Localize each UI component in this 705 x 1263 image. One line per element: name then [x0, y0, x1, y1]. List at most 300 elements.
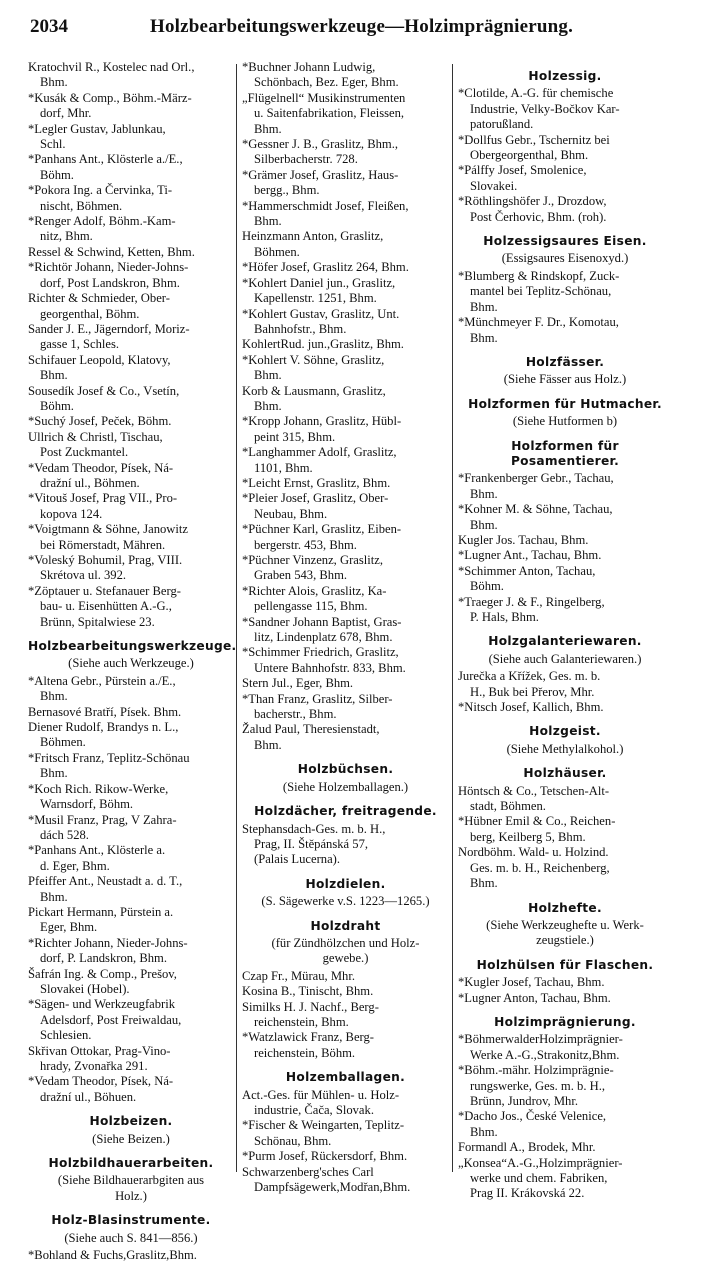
- entry-line: *Langhammer Adolf, Graslitz,: [242, 445, 397, 460]
- entry-continuation: Böhm.: [40, 167, 74, 182]
- section-heading: [242, 919, 449, 934]
- entry-continuation: Kapellenstr. 1251, Bhm.: [254, 291, 377, 306]
- entry-line: Žalud Paul, Theresienstadt,: [242, 722, 380, 737]
- column-right: [458, 60, 672, 1202]
- entry-continuation: Silberbacherstr. 728.: [254, 152, 358, 167]
- directory-entry: [28, 1248, 234, 1263]
- entry-continuation: Bhm.: [470, 517, 498, 532]
- entry-continuation: Werke A.-G.,Strakonitz,Bhm.: [470, 1047, 620, 1062]
- section-heading: [458, 958, 672, 973]
- directory-entry: [242, 522, 449, 553]
- entry-continuation: Slovakei (Hobel).: [40, 981, 130, 996]
- entry-line: *Watzlawick Franz, Berg-: [242, 1030, 374, 1045]
- directory-entry: [242, 353, 449, 384]
- entry-line: (Siehe Methylalkohol.): [506, 741, 624, 756]
- entry-continuation: Slovakei.: [470, 178, 518, 193]
- entry-line: *Böhm.-mähr. Holzimprägnie-: [458, 1063, 614, 1078]
- entry-line: Stern Jul., Eger, Bhm.: [242, 676, 354, 691]
- directory-entry: [28, 584, 234, 630]
- entry-line: (Siehe auch S. 841—856.): [64, 1230, 198, 1245]
- directory-entry: [28, 291, 234, 322]
- entry-line: Holzgeist.: [529, 724, 601, 739]
- entry-line: Sander J. E., Jägerndorf, Moriz-: [28, 321, 190, 336]
- directory-entry: [242, 337, 449, 352]
- directory-entry: [458, 669, 672, 700]
- directory-entry: [458, 502, 672, 533]
- entry-line: *Musil Franz, Prag, V Zahra-: [28, 812, 177, 827]
- cross-reference: [458, 414, 672, 429]
- entry-line: Korb & Lausmann, Graslitz,: [242, 383, 386, 398]
- page-number: 2034: [30, 16, 68, 37]
- entry-line: *Hübner Emil & Co., Reichen-: [458, 814, 616, 829]
- entry-line: Holzessig.: [528, 69, 602, 83]
- directory-entry: [458, 1156, 672, 1202]
- entry-line: Stephansdach-Ges. m. b. H.,: [242, 821, 386, 836]
- entry-continuation: Brünn, Jundrov, Mhr.: [470, 1093, 578, 1108]
- entry-line: Holzformen für Posamentierer.: [510, 438, 620, 468]
- entry-continuation: Industrie, Velky-Bočkov Kar-: [470, 101, 620, 116]
- column-left: [28, 60, 237, 1263]
- entry-continuation: Bhm.: [254, 368, 282, 383]
- directory-entry: [28, 384, 234, 415]
- directory-entry: [28, 260, 234, 291]
- entry-line: Holzdielen.: [305, 876, 386, 891]
- entry-continuation: (Palais Lucerna).: [254, 852, 341, 867]
- entry-continuation: d. Eger, Bhm.: [40, 858, 110, 873]
- entry-line: Holzbeizen.: [89, 1114, 173, 1129]
- entry-line: *Höfer Josef, Graslitz 264, Bhm.: [242, 260, 409, 275]
- directory-entry: [28, 1074, 234, 1105]
- directory-entry: [28, 674, 234, 705]
- entry-continuation: Holz.): [115, 1188, 147, 1203]
- directory-entry: [28, 522, 234, 553]
- section-heading: [458, 355, 672, 370]
- entry-continuation: Schönau, Bhm.: [254, 1133, 332, 1148]
- directory-entry: [28, 843, 234, 874]
- entry-continuation: Bhm.: [40, 368, 68, 383]
- entry-line: Höntsch & Co., Tetschen-Alt-: [458, 783, 610, 798]
- section-heading: [28, 1114, 234, 1129]
- entry-continuation: mantel bei Teplitz-Schönau,: [470, 284, 612, 299]
- entry-line: (Siehe Holzemballagen.): [282, 779, 409, 794]
- directory-entry: [458, 1063, 672, 1109]
- entry-line: Schwarzenberg'sches Carl: [242, 1164, 374, 1179]
- entry-line: *Vedam Theodor, Písek, Ná-: [28, 460, 174, 475]
- directory-entry: [28, 491, 234, 522]
- entry-continuation: Prag, II. Štěpánská 57,: [254, 836, 369, 851]
- directory-entry: [242, 1030, 449, 1061]
- directory-entry: [28, 997, 234, 1043]
- entry-line: *Richtör Johann, Nieder-Johns-: [28, 260, 189, 275]
- directory-entry: [242, 445, 449, 476]
- directory-entry: [28, 905, 234, 936]
- entry-line: KohlertRud. jun.,Graslitz, Bhm.: [242, 337, 404, 352]
- entry-continuation: pellengasse 115, Bhm.: [254, 599, 368, 614]
- entry-continuation: werke und chem. Fabriken,: [470, 1171, 608, 1185]
- entry-continuation: berg, Keilberg 5, Bhm.: [470, 829, 586, 844]
- entry-continuation: kopova 124.: [40, 506, 103, 521]
- entry-continuation: Bhm.: [254, 214, 282, 229]
- entry-continuation: dorf, Mhr.: [40, 106, 92, 121]
- directory-entry: [458, 163, 672, 194]
- directory-entry: [242, 384, 449, 415]
- entry-line: *Sägen- und Werkzeugfabrik: [28, 997, 176, 1012]
- entry-line: Holzbüchsen.: [297, 762, 394, 777]
- entry-line: *Münchmeyer F. Dr., Komotau,: [458, 315, 619, 330]
- directory-entry: [242, 984, 449, 999]
- entry-line: „Flügelnell“ Musikinstrumenten: [242, 90, 406, 105]
- entry-line: *Vitouš Josef, Prag VII., Pro-: [28, 491, 178, 506]
- entry-continuation: Untere Bahnhofstr. 833, Bhm.: [254, 660, 406, 675]
- column-rule-right: [452, 64, 453, 1172]
- entry-line: *Püchner Vinzenz, Graslitz,: [242, 553, 383, 567]
- cross-reference: [458, 372, 672, 387]
- directory-entry: [242, 1088, 449, 1119]
- cross-reference: [458, 251, 672, 266]
- entry-continuation: bergerstr. 453, Bhm.: [254, 537, 357, 552]
- entry-line: Ressel & Schwind, Ketten, Bhm.: [28, 244, 195, 259]
- entry-line: Pfeiffer Ant., Neustadt a. d. T.,: [28, 874, 183, 889]
- directory-entry: [458, 86, 672, 132]
- entry-continuation: Obergeorgenthal, Bhm.: [470, 148, 589, 163]
- entry-continuation: bergg., Bhm.: [254, 183, 320, 198]
- entry-line: *Frankenberger Gebr., Tachau,: [458, 471, 614, 486]
- entry-continuation: Bhm.: [470, 1124, 498, 1139]
- directory-entry: [28, 720, 234, 751]
- entry-line: Holzbildhauerarbeiten.: [48, 1156, 214, 1171]
- entry-continuation: Bhm.: [40, 75, 68, 90]
- entry-line: Holz-Blasinstrumente.: [51, 1213, 211, 1228]
- entry-continuation: reichenstein, Böhm.: [254, 1045, 356, 1060]
- entry-line: Formandl A., Brodek, Mhr.: [458, 1140, 596, 1155]
- entry-line: Holzdraht: [310, 918, 381, 933]
- directory-entry: [28, 414, 234, 429]
- directory-entry: [28, 782, 234, 813]
- entry-line: *Nitsch Josef, Kallich, Bhm.: [458, 700, 604, 715]
- directory-entry: [458, 784, 672, 815]
- directory-entry: [458, 1140, 672, 1155]
- directory-entry: [242, 645, 449, 676]
- entry-continuation: Bhm.: [40, 766, 68, 781]
- entry-line: Holzfässer.: [525, 354, 605, 369]
- entry-line: *Fritsch Franz, Teplitz-Schönau: [28, 750, 190, 765]
- entry-continuation: Böhm.: [40, 398, 74, 413]
- directory-entry: [28, 353, 234, 384]
- column-middle: [242, 60, 449, 1195]
- directory-entry: [28, 60, 234, 91]
- directory-entry: [242, 584, 449, 615]
- entry-line: (S. Sägewerke v.S. 1223—1265.): [261, 894, 430, 909]
- entry-line: *Altena Gebr., Pürstein a./E.,: [28, 673, 176, 688]
- directory-entry: [28, 553, 234, 584]
- directory-entry: [242, 553, 449, 584]
- entry-line: *Dollfus Gebr., Tschernitz bei: [458, 132, 610, 147]
- entry-continuation: Bahnhofstr., Bhm.: [254, 321, 347, 336]
- directory-entry: [242, 60, 449, 91]
- entry-line: *Renger Adolf, Böhm.-Kam-: [28, 214, 176, 229]
- section-heading: [242, 877, 449, 892]
- entry-continuation: Brünn, Spitalwiese 23.: [40, 614, 155, 629]
- entry-line: *Kohlert V. Söhne, Graslitz,: [242, 352, 385, 367]
- entry-continuation: hrady, Zvonařka 291.: [40, 1059, 148, 1073]
- entry-line: (Siehe Hutformen b): [512, 414, 618, 429]
- entry-line: Sousedík Josef & Co., Vsetín,: [28, 383, 180, 398]
- directory-entry: [242, 276, 449, 307]
- entry-line: (Siehe auch Werkzeuge.): [68, 656, 194, 671]
- directory-entry: [242, 722, 449, 753]
- entry-line: Šafrán Ing. & Comp., Prešov,: [28, 966, 177, 981]
- entry-line: *Kohner M. & Söhne, Tachau,: [458, 502, 613, 517]
- section-heading: [458, 439, 672, 470]
- entry-line: Holzdächer, freitragende.: [254, 804, 437, 819]
- section-heading: [458, 234, 672, 249]
- directory-entry: [242, 692, 449, 723]
- running-head: Holzbearbeitungswerkzeuge—Holzimprägnierung.: [150, 16, 574, 37]
- entry-continuation: nitz, Bhm.: [40, 229, 93, 244]
- entry-line: *Röthlingshöfer J., Drozdow,: [458, 194, 607, 209]
- directory-entry: [28, 91, 234, 122]
- directory-entry: [28, 322, 234, 353]
- entry-line: *BöhmerwalderHolzimprägnier-: [458, 1032, 623, 1047]
- directory-entry: [458, 1109, 672, 1140]
- entry-continuation: rungswerke, Ges. m. b. H.,: [470, 1078, 606, 1093]
- entry-line: (Essigsaures Eisenoxyd.): [501, 251, 629, 266]
- entry-line: *Lugner Ant., Tachau, Bhm.: [458, 548, 602, 563]
- entry-continuation: Bhm.: [470, 486, 498, 501]
- directory-entry: [28, 461, 234, 492]
- directory-entry: [28, 705, 234, 720]
- entry-line: Skřivan Ottokar, Prag-Vino-: [28, 1043, 171, 1058]
- directory-entry: [28, 152, 234, 183]
- section-heading: [242, 762, 449, 777]
- entry-line: *Püchner Karl, Graslitz, Eiben-: [242, 522, 402, 537]
- entry-line: *Buchner Johann Ludwig,: [242, 60, 376, 74]
- directory-entry: [458, 471, 672, 502]
- entry-line: *Kugler Josef, Tachau, Bhm.: [458, 975, 605, 990]
- cross-reference: [242, 894, 449, 909]
- section-heading: [458, 901, 672, 916]
- directory-entry: [28, 122, 234, 153]
- entry-line: Holzformen für Hutmacher.: [468, 396, 662, 411]
- entry-line: *Grämer Josef, Graslitz, Haus-: [242, 167, 399, 182]
- entry-continuation: Bhm.: [40, 689, 68, 704]
- directory-entry: [242, 260, 449, 275]
- directory-entry: [242, 615, 449, 646]
- entry-line: *Koch Rich. Rikow-Werke,: [28, 781, 169, 796]
- entry-line: Holzemballagen.: [285, 1070, 406, 1085]
- entry-line: Holzimprägnierung.: [494, 1014, 636, 1029]
- entry-line: *Pokora Ing. a Červinka, Ti-: [28, 183, 173, 198]
- entry-continuation: Graben 543, Bhm.: [254, 568, 348, 583]
- directory-entry: [242, 1149, 449, 1164]
- section-heading: [458, 69, 672, 84]
- entry-continuation: u. Saitenfabrikation, Fleissen,: [254, 106, 405, 121]
- directory-entry: [242, 969, 449, 984]
- directory-entry: [28, 874, 234, 905]
- directory-entry: [28, 245, 234, 260]
- entry-line: Jurečka a Křížek, Ges. m. b.: [458, 669, 601, 684]
- cross-reference: [28, 1132, 234, 1147]
- entry-line: *Clotilde, A.-G. für chemische: [458, 86, 614, 101]
- directory-entry: [458, 595, 672, 626]
- entry-line: (Siehe Bildhauerarbgiten aus: [57, 1173, 205, 1188]
- entry-continuation: Schönbach, Bez. Eger, Bhm.: [254, 75, 399, 90]
- directory-entry: [242, 1118, 449, 1149]
- entry-line: (Siehe Werkzeughefte u. Werk-: [486, 917, 644, 932]
- entry-line: Similks H. J. Nachf., Berg-: [242, 999, 379, 1014]
- entry-line: Holzhäuser.: [523, 766, 607, 781]
- entry-line: Act.-Ges. für Mühlen- u. Holz-: [242, 1087, 400, 1102]
- directory-entry: [242, 91, 449, 137]
- directory-entry: [458, 991, 672, 1006]
- directory-entry: [242, 822, 449, 868]
- entry-continuation: dorf, P. Landskron, Bhm.: [40, 951, 167, 966]
- entry-line: *Lugner Anton, Tachau, Bhm.: [458, 990, 611, 1005]
- entry-line: *Leicht Ernst, Graslitz, Bhm.: [242, 475, 391, 490]
- cross-reference: [28, 656, 234, 671]
- entry-continuation: reichenstein, Bhm.: [254, 1014, 349, 1029]
- entry-continuation: Schlesien.: [40, 1028, 92, 1043]
- entry-line: *Dacho Jos., České Velenice,: [458, 1109, 607, 1124]
- entry-continuation: georgenthal, Böhm.: [40, 306, 140, 321]
- directory-entry: [458, 700, 672, 715]
- entry-continuation: gasse 1, Schles.: [40, 337, 120, 352]
- entry-line: *Than Franz, Graslitz, Silber-: [242, 691, 393, 706]
- directory-entry: [458, 315, 672, 346]
- entry-continuation: gewebe.): [322, 951, 369, 966]
- directory-entry: [28, 967, 234, 998]
- entry-line: Holzhülsen für Flaschen.: [476, 957, 654, 972]
- entry-continuation: dorf, Post Landskron, Bhm.: [40, 275, 180, 290]
- section-heading: [458, 397, 672, 412]
- entry-line: *Voleský Bohumil, Prag, VIII.: [28, 553, 183, 567]
- entry-continuation: Warnsdorf, Böhm.: [40, 797, 134, 812]
- cross-reference: [458, 918, 672, 949]
- entry-line: Heinzmann Anton, Graslitz,: [242, 229, 384, 244]
- entry-line: Ullrich & Christl, Tischau,: [28, 429, 163, 444]
- directory-entry: [242, 229, 449, 260]
- entry-continuation: Post Čerhovic, Bhm. (roh).: [470, 209, 607, 224]
- entry-line: Holzessigsaures Eisen.: [483, 234, 647, 249]
- entry-line: *Schimmer Anton, Tachau,: [458, 563, 596, 578]
- entry-line: Schifauer Leopold, Klatovy,: [28, 352, 171, 367]
- page-header: [0, 0, 705, 42]
- entry-line: *Bohland & Fuchs,Graslitz,Bhm.: [28, 1248, 197, 1263]
- entry-line: *Legler Gustav, Jablunkau,: [28, 121, 166, 136]
- entry-continuation: industrie, Čača, Slovak.: [254, 1103, 374, 1117]
- entry-line: *Voigtmann & Söhne, Janowitz: [28, 522, 188, 537]
- entry-line: (Siehe auch Galanteriewaren.): [488, 651, 642, 666]
- section-heading: [458, 1015, 672, 1030]
- cross-reference: [458, 742, 672, 757]
- entry-continuation: litz, Lindenplatz 678, Bhm.: [254, 630, 393, 645]
- entry-continuation: Bhm.: [254, 121, 282, 136]
- entry-line: *Zöptauer u. Stefanauer Berg-: [28, 583, 181, 598]
- section-heading: [458, 724, 672, 739]
- entry-line: Pickart Hermann, Pürstein a.: [28, 904, 174, 919]
- entry-continuation: Neubau, Bhm.: [254, 506, 328, 521]
- entry-continuation: dražní ul., Böhuen.: [40, 1089, 137, 1104]
- directory-entry: [28, 183, 234, 214]
- entry-line: Holzgalanteriewaren.: [488, 634, 642, 649]
- directory-entry: [458, 194, 672, 225]
- entry-line: *Panhans Ant., Klösterle a./E.,: [28, 152, 183, 167]
- cross-reference: [28, 1173, 234, 1204]
- directory-entry: [242, 414, 449, 445]
- entry-line: *Purm Josef, Rückersdorf, Bhm.: [242, 1149, 408, 1164]
- entry-continuation: Skrétova ul. 392.: [40, 568, 127, 583]
- entry-line: Kugler Jos. Tachau, Bhm.: [458, 532, 589, 547]
- entry-line: *Richter Johann, Nieder-Johns-: [28, 935, 188, 950]
- entry-line: *Fischer & Weingarten, Teplitz-: [242, 1118, 405, 1133]
- entry-line: *Suchý Josef, Peček, Böhm.: [28, 414, 172, 429]
- section-heading: [28, 1213, 234, 1228]
- entry-line: Kosina B., Tinischt, Bhm.: [242, 984, 374, 999]
- entry-continuation: Bhm.: [470, 330, 498, 345]
- entry-line: (Siehe Fässer aus Holz.): [503, 372, 627, 387]
- directory-entry: [242, 676, 449, 691]
- directory-entry: [242, 199, 449, 230]
- entry-continuation: Dampfsägewerk,Modřan,Bhm.: [254, 1180, 411, 1195]
- entry-line: *Richter Alois, Graslitz, Ka-: [242, 583, 387, 598]
- entry-line: *Sandner Johann Baptist, Gras-: [242, 614, 402, 629]
- directory-entry: [458, 548, 672, 563]
- entry-continuation: zeugstiele.): [536, 933, 594, 948]
- cross-reference: [28, 1231, 234, 1246]
- entry-line: *Traeger J. & F., Ringelberg,: [458, 594, 605, 609]
- entry-line: (für Zündhölzchen und Holz-: [271, 935, 420, 950]
- cross-reference: [458, 652, 672, 667]
- directory-entry: [242, 1000, 449, 1031]
- section-heading: [242, 1070, 449, 1085]
- entry-continuation: dražní ul., Böhmen.: [40, 475, 140, 490]
- entry-continuation: Ges. m. b. H., Reichenberg,: [470, 860, 610, 875]
- entry-line: „Konsea“A.-G.,Holzimprägnier-: [458, 1155, 623, 1170]
- directory-entry: [242, 476, 449, 491]
- entry-line: *Kropp Johann, Graslitz, Hübl-: [242, 414, 402, 429]
- entry-continuation: dách 528.: [40, 827, 89, 842]
- directory-entry: [28, 751, 234, 782]
- entry-continuation: 1101, Bhm.: [254, 460, 313, 475]
- entry-line: *Panhans Ant., Klösterle a.: [28, 843, 166, 858]
- entry-line: *Blumberg & Rindskopf, Zuck-: [458, 268, 620, 283]
- entry-continuation: Schl.: [40, 137, 66, 152]
- section-heading: [28, 1156, 234, 1171]
- entry-continuation: Eger, Bhm.: [40, 920, 98, 935]
- entry-line: *Pleier Josef, Graslitz, Ober-: [242, 491, 389, 506]
- section-heading: [458, 634, 672, 649]
- directory-entry: [242, 491, 449, 522]
- entry-line: *Vedam Theodor, Písek, Ná-: [28, 1074, 174, 1089]
- entry-line: (Siehe Beizen.): [92, 1131, 170, 1146]
- entry-continuation: bau- u. Eisenhütten A.-G.,: [40, 599, 172, 614]
- directory-entry: [28, 214, 234, 245]
- entry-line: Diener Rudolf, Brandys n. L.,: [28, 720, 179, 735]
- directory-entry: [458, 533, 672, 548]
- directory-entry: [458, 814, 672, 845]
- entry-continuation: H., Buk bei Přerov, Mhr.: [470, 684, 595, 699]
- directory-entry: [458, 133, 672, 164]
- directory-entry: [28, 1044, 234, 1075]
- directory-entry: [242, 168, 449, 199]
- entry-continuation: bacherstr., Bhm.: [254, 707, 337, 722]
- entry-line: *Kusák & Comp., Böhm.-März-: [28, 90, 192, 105]
- entry-line: *Hammerschmidt Josef, Fleißen,: [242, 198, 409, 213]
- directory-entry: [458, 975, 672, 990]
- entry-line: *Kohlert Daniel jun., Graslitz,: [242, 275, 396, 290]
- entry-line: Czap Fr., Mürau, Mhr.: [242, 968, 355, 983]
- directory-entry: [28, 430, 234, 461]
